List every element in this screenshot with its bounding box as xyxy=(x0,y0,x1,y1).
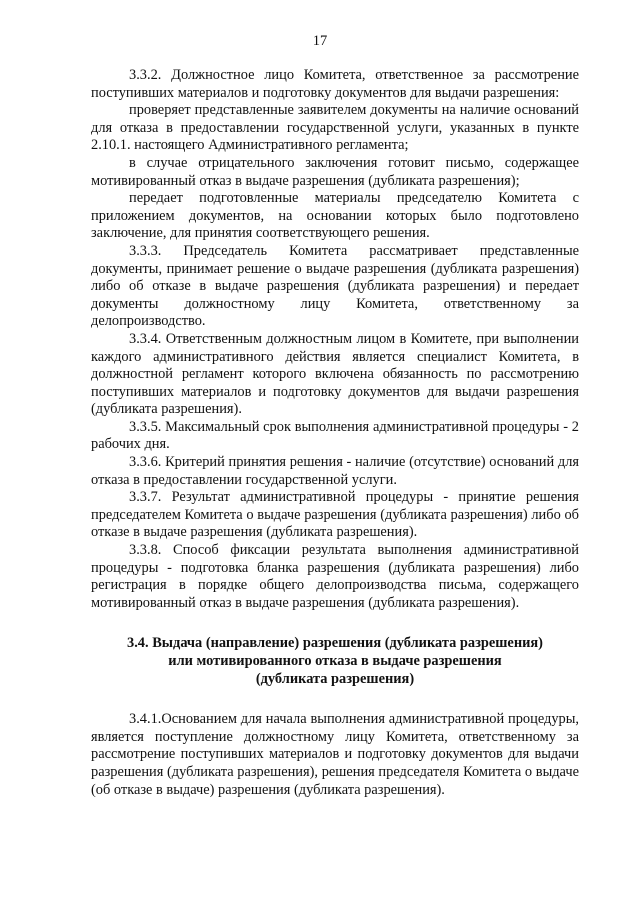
paragraph-3-3-3: 3.3.3. Председатель Комитета рассматривает представленные документы, принимает решение о выдаче разрешения (дубликата разрешения) либо об отказе в выдаче разрешения (дубликата разрешения) и передает документы должностному лицу Комитета, ответственному за делопроизводство. xyxy=(91,242,579,330)
section-heading-line-3: (дубликата разрешения) xyxy=(255,670,415,687)
section-heading-line-1: 3.4. Выдача (направление) разрешения (дубликата разрешения) xyxy=(127,635,543,652)
paragraph-3-3-6: 3.3.6. Критерий принятия решения - наличие (отсутствие) оснований для отказа в предоставлении государственной услуги. xyxy=(91,454,579,488)
paragraph-check-documents: проверяет представленные заявителем документы на наличие оснований для отказа в предоставлении государственной услуги, указанных в пункте 2.10.1. настоящего Административного регламента; xyxy=(91,102,579,154)
paragraph-transfer-materials: передает подготовленные материалы председателю Комитета с приложением документов, на основании которых было подготовлено заключение, для принятия соответствующего решения. xyxy=(91,190,579,242)
section-heading-line-2: или мотивированного отказа в выдаче разрешения xyxy=(168,653,502,669)
page-number: 17 xyxy=(312,33,328,49)
paragraph-3-3-8: 3.3.8. Способ фиксации результата выполнения административной процедуры - подготовка бланка разрешения (дубликата разрешения) либо регистрация в порядке общего делопроизводства письма, содержащего мотивированный отказ в выдаче разрешения (дубликата разрешения). xyxy=(91,542,579,611)
paragraph-3-3-4: 3.3.4. Ответственным должностным лицом в Комитете, при выполнении каждого административного действия является специалист Комитета, в должностной регламент которого включена обязанность по рассмотрению поступивших материалов и подготовку документов для выдачи разрешения (дубликата разрешения). xyxy=(91,330,579,418)
paragraph-3-3-5: 3.3.5. Максимальный срок выполнения административной процедуры - 2 рабочих дня. xyxy=(91,418,579,453)
paragraph-negative-conclusion: в случае отрицательного заключения готовит письмо, содержащее мотивированный отказ в выдаче разрешения (дубликата разрешения); xyxy=(91,154,579,189)
document-body xyxy=(91,67,579,799)
paragraph-3-3-2: 3.3.2. Должностное лицо Комитета, ответственное за рассмотрение поступивших материалов и подготовку документов для выдачи разрешения: xyxy=(91,67,579,101)
section-heading-3-4 xyxy=(91,635,579,688)
paragraph-3-3-7: 3.3.7. Результат административной процедуры - принятие решения председателем Комитета о выдаче разрешения (дубликата разрешения) либо об отказе в выдаче разрешения (дубликата разрешения). xyxy=(91,489,579,541)
paragraph-3-4-1: 3.4.1.Основанием для начала выполнения административной процедуры, является поступление должностному лицу Комитета, ответственному за рассмотрение поступивших материалов и подготовку документов для выдачи разрешения (дубликата разрешения), решения председателя Комитета о выдаче (об отказе в выдаче) разрешения (дубликата разрешения). xyxy=(91,711,579,798)
